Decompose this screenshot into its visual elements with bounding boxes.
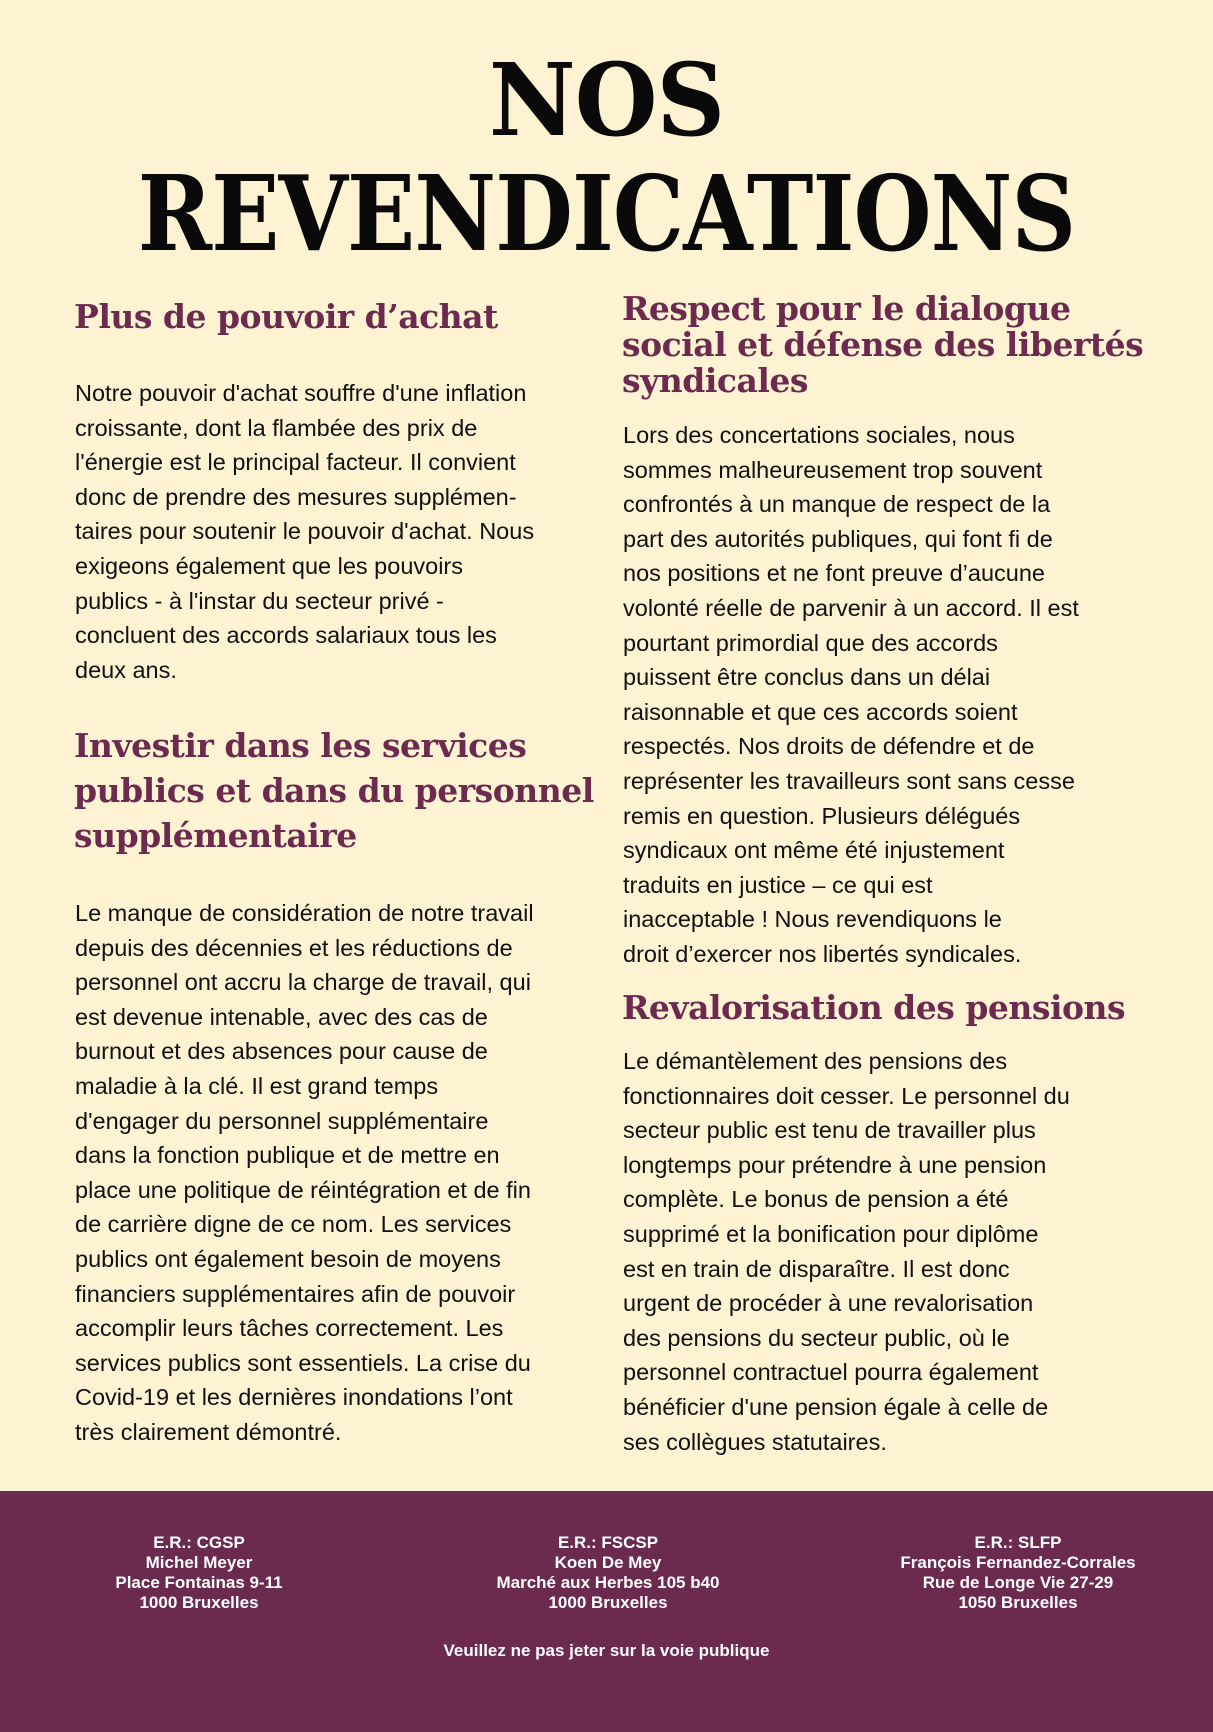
text-line: concluent des accords salariaux tous les xyxy=(75,622,497,649)
text-line: exigeons également que les pouvoirs xyxy=(75,552,464,579)
publisher-fscsp xyxy=(428,1533,788,1613)
publisher-city: 1050 Bruxelles xyxy=(958,1593,1078,1612)
text-line: nos positions et ne font preuve d’aucune xyxy=(623,560,1045,587)
publisher-name: François Fernandez-Corrales xyxy=(900,1553,1136,1572)
publisher-street: Marché aux Herbes 105 b40 xyxy=(496,1573,720,1592)
text-line: Notre pouvoir d'achat souffre d'une inflation xyxy=(75,380,527,406)
text-line: accomplir leurs tâches correctement. Les xyxy=(75,1315,504,1342)
footer xyxy=(0,1491,1213,1732)
text-line: personnel ont accru la charge de travail, qui xyxy=(75,969,531,996)
text-line: puissent être conclus dans un délai xyxy=(623,664,991,691)
section-body-pensions xyxy=(623,1044,1070,1459)
text-line: l'énergie est le principal facteur. Il convient xyxy=(75,449,516,476)
text-line: taires pour soutenir le pouvoir d'achat. Nous xyxy=(75,518,535,545)
publisher-street: Place Fontainas 9-11 xyxy=(115,1573,283,1592)
text-line: depuis des décennies et les réductions de xyxy=(75,934,513,961)
text-line: d'engager du personnel supplémentaire xyxy=(75,1107,489,1134)
publisher-city: 1000 Bruxelles xyxy=(139,1593,259,1612)
section-body-public-services xyxy=(75,896,534,1450)
text-line: publics - à l'instar du secteur privé - xyxy=(75,587,444,614)
publisher-er: E.R.: CGSP xyxy=(153,1533,245,1552)
section-heading-public-services xyxy=(74,723,594,858)
text-line: droit d’exercer nos libertés syndicales. xyxy=(623,940,1022,967)
text-line: est en train de disparaître. Il est donc xyxy=(623,1255,1010,1282)
text-line: personnel contractuel pourra également xyxy=(623,1359,1039,1386)
text-line: est devenue intenable, avec des cas de xyxy=(75,1003,488,1030)
text-line: dans la fonction publique et de mettre en xyxy=(75,1142,500,1169)
publisher-er: E.R.: FSCSP xyxy=(557,1533,659,1552)
text-line: burnout et des absences pour cause de xyxy=(75,1038,488,1065)
publisher-street: Rue de Longe Vie 27-29 xyxy=(922,1573,1114,1592)
text-line: complète. Le bonus de pension a été xyxy=(623,1186,1009,1213)
section-body-social-dialogue xyxy=(623,418,1079,972)
section-body-purchasing-power xyxy=(75,376,534,687)
text-line: longtemps pour prétendre à une pension xyxy=(623,1151,1047,1178)
text-line: inacceptable ! Nous revendiquons le xyxy=(623,906,1002,933)
text-line: place une politique de réintégration et de fin xyxy=(75,1176,531,1203)
text-line: Le manque de considération de notre travail xyxy=(75,900,534,926)
text-line: secteur public est tenu de travailler plus xyxy=(623,1117,1036,1144)
text-line: représenter les travailleurs sont sans cesse xyxy=(623,767,1075,794)
text-line: raisonnable et que ces accords soient xyxy=(623,698,1018,725)
section-heading-pensions xyxy=(622,985,1125,1030)
text-line: fonctionnaires doit cesser. Le personnel du xyxy=(623,1082,1070,1109)
text-line: remis en question. Plusieurs délégués xyxy=(623,802,1021,829)
publisher-name: Michel Meyer xyxy=(145,1553,253,1572)
litter-notice: Veuillez ne pas jeter sur la voie publique xyxy=(443,1641,770,1660)
publisher-name: Koen De Mey xyxy=(554,1553,662,1572)
text-line: syndicaux ont même été injustement xyxy=(623,837,1005,864)
text-line: Covid-19 et les dernières inondations l’ont xyxy=(75,1384,513,1411)
text-line: financiers supplémentaires afin de pouvoir xyxy=(75,1280,516,1307)
text-line: pourtant primordial que des accords xyxy=(623,629,998,656)
heading-line: publics et dans du personnel xyxy=(74,771,594,810)
publisher-cgsp xyxy=(19,1533,379,1613)
text-line: de carrière digne de ce nom. Les services xyxy=(75,1211,512,1238)
text-line: Le démantèlement des pensions des xyxy=(623,1048,1008,1074)
text-line: maladie à la clé. Il est grand temps xyxy=(75,1072,439,1099)
text-line: supprimé et la bonification pour diplôme xyxy=(623,1220,1039,1247)
text-line: croissante, dont la flambée des prix de xyxy=(75,414,478,441)
text-line: deux ans. xyxy=(75,656,177,683)
heading-line: Respect pour le dialogue xyxy=(622,289,1071,328)
text-line: des pensions du secteur public, où le xyxy=(623,1324,1010,1351)
text-line: confrontés à un manque de respect de la xyxy=(623,491,1051,518)
heading-line: supplémentaire xyxy=(74,816,357,855)
heading-line: syndicales xyxy=(622,361,808,400)
heading-line: Investir dans les services xyxy=(74,726,527,765)
text-line: donc de prendre des mesures supplémen- xyxy=(75,483,517,510)
text-line: sommes malheureusement trop souvent xyxy=(623,456,1043,483)
text-line: services publics sont essentiels. La crise du xyxy=(75,1349,531,1376)
publisher-city: 1000 Bruxelles xyxy=(548,1593,668,1612)
text-line: part des autorités publiques, qui font fi de xyxy=(623,525,1053,552)
text-line: traduits en justice – ce qui est xyxy=(623,871,933,898)
page-title-line-2: REVENDICATIONS xyxy=(137,152,1076,275)
text-line: très clairement démontré. xyxy=(75,1418,342,1445)
text-line: respectés. Nos droits de défendre et de xyxy=(623,733,1035,760)
text-line: volonté réelle de parvenir à un accord. Il est xyxy=(623,594,1079,621)
text-line: urgent de procéder à une revalorisation xyxy=(623,1290,1034,1317)
text-line: bénéficier d'une pension égale à celle de xyxy=(623,1393,1049,1420)
publisher-er: E.R.: SLFP xyxy=(974,1533,1062,1552)
section-heading-purchasing-power xyxy=(74,294,498,339)
text-line: Lors des concertations sociales, nous xyxy=(623,422,1015,448)
text-line: ses collègues statutaires. xyxy=(623,1428,887,1455)
heading-line: Plus de pouvoir d’achat xyxy=(74,297,498,336)
heading-line: social et défense des libertés xyxy=(622,325,1144,364)
heading-line: Revalorisation des pensions xyxy=(622,988,1126,1027)
section-heading-social-dialogue xyxy=(622,291,1143,399)
page-title-line-1: NOS xyxy=(488,41,725,159)
text-line: publics ont également besoin de moyens xyxy=(75,1245,501,1272)
publisher-slfp xyxy=(838,1533,1198,1613)
